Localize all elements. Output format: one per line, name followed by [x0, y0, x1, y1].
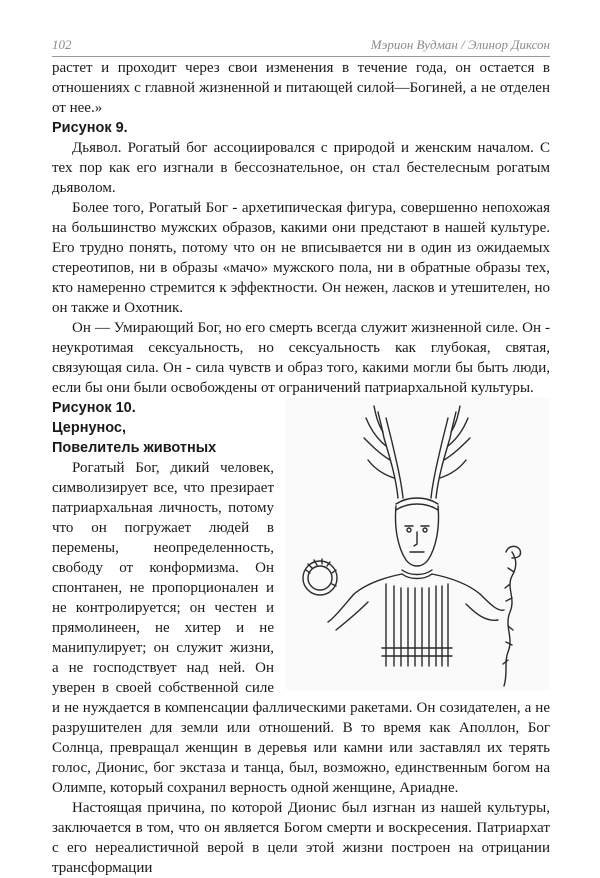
arm-right — [466, 594, 504, 620]
paragraph-wild-man: Рогатый Бог, дикий человек, символизирует все, что презирает патриархальная личность, потому что он погружает людей в перемены, неопределенность, свободу от конформизма. Он спонтанен, не пропорционален и не контролируется; он честен и прямолинеен, не хитер и не манипулирует; он служит жизни, а не господствует над ней. Он уверен в своей собственной силе и не нуждается в компенсации фаллическими ракетами. Он созидателен, а не разрушителен для земли или отношений. В то время как Аполлон, Бог Солнца, превращал женщин в деревья или камни или заставлял их терять голос, Дионис, бог экстаза и танца, был, возможно, единственным богом на Олимпе, который сохранил верность одной женщине, Ариадне. — [52, 460, 550, 796]
paragraph-horned-god: Более того, Рогатый Бог - архетипическая фигура, совершенно непохожая на большинство мужских образов, какими они предстают в нашей культуре. Его трудно понять, потому что он не вписывается ни в один из ожидаемых стереотипов, ни в образы «мачо» мужского пола, ни в обратные образы тех, кто намеренно стремится к эффектности. Он нежен, ласков и утешителен, но он также и Охотник. — [52, 200, 550, 316]
continued-paragraph: растет и проходит через свои изменения в течение года, он остается в отношениях с главной жизненной и питающей силой—Богиней, а не отделен от нее.» — [52, 60, 550, 116]
torso — [354, 574, 480, 594]
figure-10-heading: Рисунок 10. — [52, 400, 136, 416]
running-header — [52, 37, 550, 53]
figure-10-block — [52, 398, 550, 878]
cernunnos-drawing — [286, 398, 550, 690]
page-body — [52, 58, 550, 878]
torc — [402, 570, 432, 575]
page-number: 102 — [52, 37, 72, 52]
paragraph-dionysus: Настоящая причина, по которой Дионис был изгнан из нашей культуры, заключается в том, что он является Богом смерти и воскресения. Патриархат с его нереалистичной верой в цели этой жизни построен на отрицании трансформации — [52, 800, 550, 876]
figure-10-subtitle-epithet: Повелитель животных — [52, 440, 217, 456]
cernunnos-illustration — [286, 398, 550, 690]
figure-10-subtitle-name: Цернунос, — [52, 420, 127, 436]
paragraph-dying-god: Он — Умирающий Бог, но его смерть всегда служит жизненной силе. Он - неукротимая сексуальность, но сексуальность как глубокая, святая, связующая сила. Он - сила чувств и образ того, какими могли бы быть люди, если бы они были освобождены от ограничений патриархальной культуры. — [52, 320, 550, 396]
figure-9-heading: Рисунок 9. — [52, 120, 128, 136]
arm-left — [328, 594, 368, 630]
paragraph-devil: Дьявол. Рогатый бог ассоциировался с природой и женским началом. С тех пор как его изгнали в бессознательное, он стал бестелесным рогатым дьяволом. — [52, 140, 550, 196]
running-title: Мэрион Вудман / Элинор Диксон — [370, 37, 550, 52]
header-divider — [52, 56, 550, 57]
